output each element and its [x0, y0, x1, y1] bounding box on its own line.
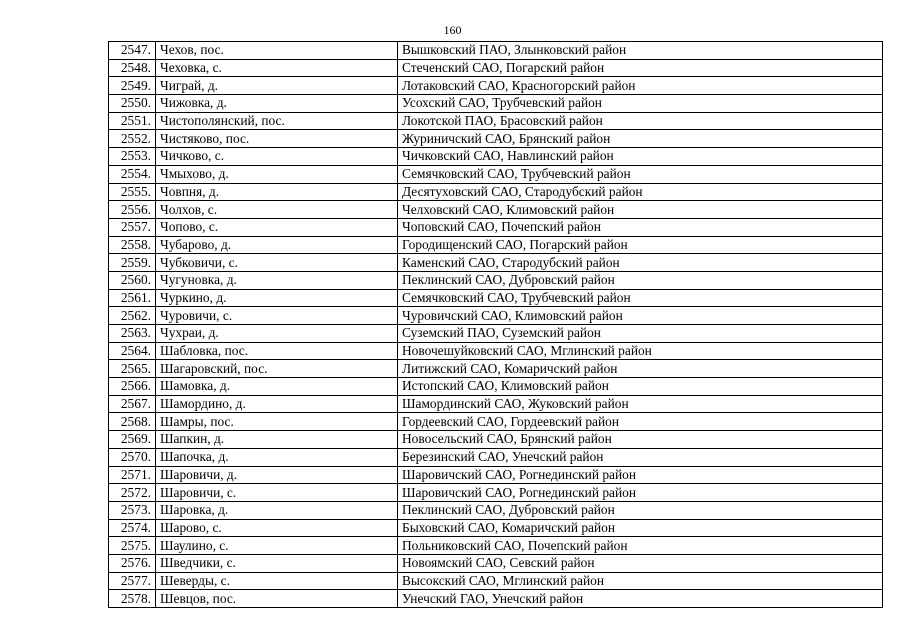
admin-unit: Лотаковский САО, Красногорский район [398, 77, 883, 95]
table-row [109, 519, 883, 537]
row-number: 2562. [109, 307, 156, 325]
table-row [109, 254, 883, 272]
admin-unit: Усохский САО, Трубчевский район [398, 95, 883, 113]
row-number: 2557. [109, 218, 156, 236]
admin-unit: Локотской ПАО, Брасовский район [398, 112, 883, 130]
row-number: 2551. [109, 112, 156, 130]
admin-unit: Истопский САО, Климовский район [398, 378, 883, 396]
row-number: 2563. [109, 325, 156, 343]
row-number: 2575. [109, 537, 156, 555]
locality-name: Шамры, пос. [156, 413, 398, 431]
row-number: 2567. [109, 395, 156, 413]
table-row [109, 165, 883, 183]
locality-name: Човпня, д. [156, 183, 398, 201]
settlements-table [108, 41, 883, 608]
table-row [109, 501, 883, 519]
row-number: 2573. [109, 501, 156, 519]
table-row [109, 395, 883, 413]
row-number: 2576. [109, 554, 156, 572]
locality-name: Чуркино, д. [156, 289, 398, 307]
admin-unit: Шаровичский САО, Рогнединский район [398, 484, 883, 502]
admin-unit: Стеченский САО, Погарский район [398, 59, 883, 77]
admin-unit: Семячковский САО, Трубчевский район [398, 289, 883, 307]
table-row [109, 77, 883, 95]
admin-unit: Чоповский САО, Почепский район [398, 218, 883, 236]
table-row [109, 360, 883, 378]
admin-unit: Семячковский САО, Трубчевский район [398, 165, 883, 183]
row-number: 2568. [109, 413, 156, 431]
locality-name: Чехов, пос. [156, 42, 398, 60]
table-row [109, 218, 883, 236]
locality-name: Чолхов, с. [156, 201, 398, 219]
locality-name: Чиграй, д. [156, 77, 398, 95]
table-row [109, 572, 883, 590]
locality-name: Шабловка, пос. [156, 342, 398, 360]
table-row [109, 95, 883, 113]
row-number: 2554. [109, 165, 156, 183]
row-number: 2548. [109, 59, 156, 77]
locality-name: Чеховка, с. [156, 59, 398, 77]
admin-unit: Челховский САО, Климовский район [398, 201, 883, 219]
locality-name: Шаровка, д. [156, 501, 398, 519]
admin-unit: Чуровичский САО, Климовский район [398, 307, 883, 325]
locality-name: Чубарово, д. [156, 236, 398, 254]
locality-name: Шаровичи, с. [156, 484, 398, 502]
table-row [109, 236, 883, 254]
table-body [109, 42, 883, 608]
table-row [109, 431, 883, 449]
locality-name: Чистяково, пос. [156, 130, 398, 148]
table-row [109, 590, 883, 608]
admin-unit: Вышковский ПАО, Злынковский район [398, 42, 883, 60]
table-row [109, 130, 883, 148]
locality-name: Шеверды, с. [156, 572, 398, 590]
row-number: 2552. [109, 130, 156, 148]
row-number: 2577. [109, 572, 156, 590]
admin-unit: Пеклинский САО, Дубровский район [398, 271, 883, 289]
row-number: 2574. [109, 519, 156, 537]
table-row [109, 59, 883, 77]
row-number: 2569. [109, 431, 156, 449]
table-row [109, 554, 883, 572]
table-row [109, 183, 883, 201]
row-number: 2561. [109, 289, 156, 307]
locality-name: Чичково, с. [156, 148, 398, 166]
row-number: 2555. [109, 183, 156, 201]
admin-unit: Гордеевский САО, Гордеевский район [398, 413, 883, 431]
row-number: 2556. [109, 201, 156, 219]
locality-name: Шагаровский, пос. [156, 360, 398, 378]
locality-name: Шаровичи, д. [156, 466, 398, 484]
row-number: 2571. [109, 466, 156, 484]
table-row [109, 342, 883, 360]
admin-unit: Шамординский САО, Жуковский район [398, 395, 883, 413]
admin-unit: Десятуховский САО, Стародубский район [398, 183, 883, 201]
admin-unit: Высокский САО, Мглинский район [398, 572, 883, 590]
row-number: 2565. [109, 360, 156, 378]
locality-name: Шведчики, с. [156, 554, 398, 572]
row-number: 2553. [109, 148, 156, 166]
row-number: 2549. [109, 77, 156, 95]
admin-unit: Суземский ПАО, Суземский район [398, 325, 883, 343]
admin-unit: Городищенский САО, Погарский район [398, 236, 883, 254]
locality-name: Шапочка, д. [156, 448, 398, 466]
table-row [109, 307, 883, 325]
table-row [109, 289, 883, 307]
admin-unit: Пеклинский САО, Дубровский район [398, 501, 883, 519]
table-row [109, 448, 883, 466]
locality-name: Чугуновка, д. [156, 271, 398, 289]
locality-name: Шевцов, пос. [156, 590, 398, 608]
locality-name: Шарово, с. [156, 519, 398, 537]
admin-unit: Чичковский САО, Навлинский район [398, 148, 883, 166]
table-row [109, 378, 883, 396]
row-number: 2560. [109, 271, 156, 289]
row-number: 2550. [109, 95, 156, 113]
table-row [109, 148, 883, 166]
row-number: 2578. [109, 590, 156, 608]
admin-unit: Литижский САО, Комаричский район [398, 360, 883, 378]
table-row [109, 112, 883, 130]
row-number: 2558. [109, 236, 156, 254]
locality-name: Шаулино, с. [156, 537, 398, 555]
row-number: 2566. [109, 378, 156, 396]
locality-name: Чопово, с. [156, 218, 398, 236]
locality-name: Шапкин, д. [156, 431, 398, 449]
row-number: 2559. [109, 254, 156, 272]
row-number: 2570. [109, 448, 156, 466]
table-row [109, 201, 883, 219]
admin-unit: Унечский ГАО, Унечский район [398, 590, 883, 608]
locality-name: Чижовка, д. [156, 95, 398, 113]
table-row [109, 413, 883, 431]
table-row [109, 42, 883, 60]
locality-name: Чуровичи, с. [156, 307, 398, 325]
admin-unit: Новосельский САО, Брянский район [398, 431, 883, 449]
table-row [109, 484, 883, 502]
admin-unit: Польниковский САО, Почепский район [398, 537, 883, 555]
locality-name: Чубковичи, с. [156, 254, 398, 272]
table-row [109, 537, 883, 555]
admin-unit: Новочешуйковский САО, Мглинский район [398, 342, 883, 360]
admin-unit: Новоямский САО, Севский район [398, 554, 883, 572]
row-number: 2564. [109, 342, 156, 360]
locality-name: Чухраи, д. [156, 325, 398, 343]
table-row [109, 325, 883, 343]
admin-unit: Каменский САО, Стародубский район [398, 254, 883, 272]
locality-name: Чмыхово, д. [156, 165, 398, 183]
admin-unit: Березинский САО, Унечский район [398, 448, 883, 466]
locality-name: Шамордино, д. [156, 395, 398, 413]
page-number: 160 [443, 23, 462, 37]
table-row [109, 271, 883, 289]
row-number: 2572. [109, 484, 156, 502]
admin-unit: Быховский САО, Комаричский район [398, 519, 883, 537]
locality-name: Чистополянский, пос. [156, 112, 398, 130]
table-row [109, 466, 883, 484]
admin-unit: Журиничский САО, Брянский район [398, 130, 883, 148]
locality-name: Шамовка, д. [156, 378, 398, 396]
row-number: 2547. [109, 42, 156, 60]
admin-unit: Шаровичский САО, Рогнединский район [398, 466, 883, 484]
